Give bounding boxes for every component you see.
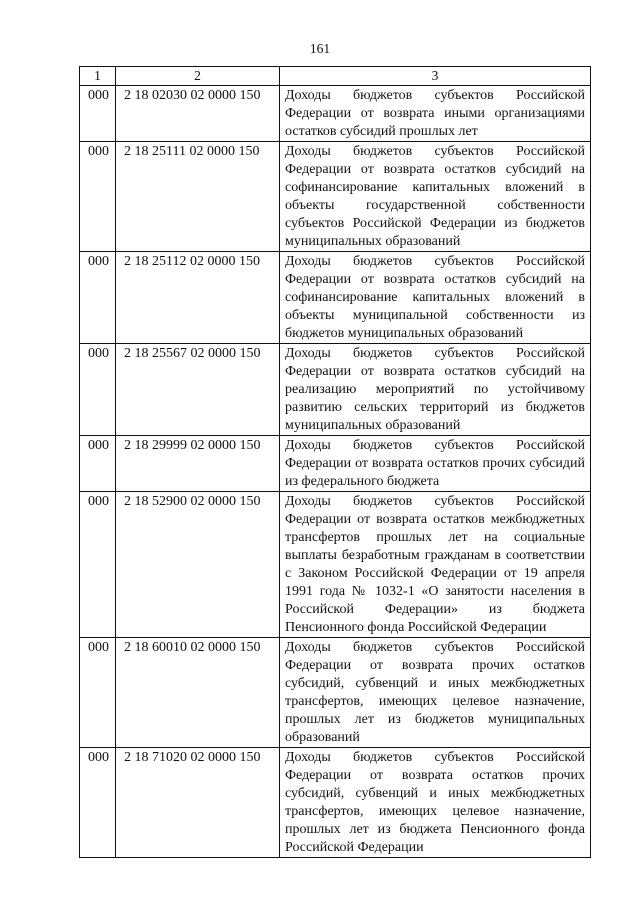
budget-code-cell: 2 18 25111 02 0000 150 bbox=[116, 142, 280, 252]
description-cell: Доходы бюджетов субъектов Российской Федерации от возврата прочих остатков субсидий, субвенций и иных межбюджетных трансфертов, имеющих целевое назначение, прошлых лет из бюджетов муниципальных образований bbox=[280, 638, 591, 748]
table-row bbox=[80, 748, 591, 858]
admin-code-cell: 000 bbox=[80, 252, 116, 344]
admin-code-cell: 000 bbox=[80, 436, 116, 492]
column-header-1: 1 bbox=[80, 67, 116, 86]
column-header-3: 3 bbox=[280, 67, 591, 86]
description-cell: Доходы бюджетов субъектов Российской Федерации от возврата остатков прочих субсидий из федерального бюджета bbox=[280, 436, 591, 492]
description-cell: Доходы бюджетов субъектов Российской Федерации от возврата остатков субсидий на софинансирование капитальных вложений в объекты государственной собственности субъектов Российской Федерации из бюджетов муниципальных образований bbox=[280, 142, 591, 252]
budget-code-cell: 2 18 71020 02 0000 150 bbox=[116, 748, 280, 858]
budget-code-cell: 2 18 02030 02 0000 150 bbox=[116, 86, 280, 142]
admin-code-cell: 000 bbox=[80, 86, 116, 142]
table-header-row bbox=[80, 67, 591, 86]
table-body bbox=[80, 86, 591, 858]
page-number: 161 bbox=[309, 41, 331, 56]
budget-code-cell: 2 18 29999 02 0000 150 bbox=[116, 436, 280, 492]
admin-code-cell: 000 bbox=[80, 142, 116, 252]
revenue-codes-table bbox=[79, 66, 591, 858]
description-cell: Доходы бюджетов субъектов Российской Федерации от возврата иными организациями остатков субсидий прошлых лет bbox=[280, 86, 591, 142]
description-cell: Доходы бюджетов субъектов Российской Федерации от возврата остатков субсидий на реализацию мероприятий по устойчивому развитию сельских территорий из бюджетов муниципальных образований bbox=[280, 344, 591, 436]
description-cell: Доходы бюджетов субъектов Российской Федерации от возврата остатков субсидий на софинансирование капитальных вложений в объекты муниципальной собственности из бюджетов муниципальных образований bbox=[280, 252, 591, 344]
table-header bbox=[80, 67, 591, 86]
table-row bbox=[80, 638, 591, 748]
budget-code-cell: 2 18 25112 02 0000 150 bbox=[116, 252, 280, 344]
table-row bbox=[80, 344, 591, 436]
table-row bbox=[80, 86, 591, 142]
table-row bbox=[80, 252, 591, 344]
admin-code-cell: 000 bbox=[80, 344, 116, 436]
description-cell: Доходы бюджетов субъектов Российской Федерации от возврата остатков прочих субсидий, субвенций и иных межбюджетных трансфертов, имеющих целевое назначение, прошлых лет из бюджета Пенсионного фонда Российской Федерации bbox=[280, 748, 591, 858]
table-row bbox=[80, 492, 591, 638]
budget-code-cell: 2 18 52900 02 0000 150 bbox=[116, 492, 280, 638]
table-row bbox=[80, 436, 591, 492]
column-header-2: 2 bbox=[116, 67, 280, 86]
budget-code-cell: 2 18 60010 02 0000 150 bbox=[116, 638, 280, 748]
admin-code-cell: 000 bbox=[80, 492, 116, 638]
admin-code-cell: 000 bbox=[80, 638, 116, 748]
description-cell: Доходы бюджетов субъектов Российской Федерации от возврата остатков межбюджетных трансфертов прошлых лет на социальные выплаты безработным гражданам в соответствии с Законом Российской Федерации от 19 апреля 1991 года № 1032-1 «О занятости населения в Российской Федерации» из бюджета Пенсионного фонда Российской Федерации bbox=[280, 492, 591, 638]
budget-code-cell: 2 18 25567 02 0000 150 bbox=[116, 344, 280, 436]
table-row bbox=[80, 142, 591, 252]
admin-code-cell: 000 bbox=[80, 748, 116, 858]
